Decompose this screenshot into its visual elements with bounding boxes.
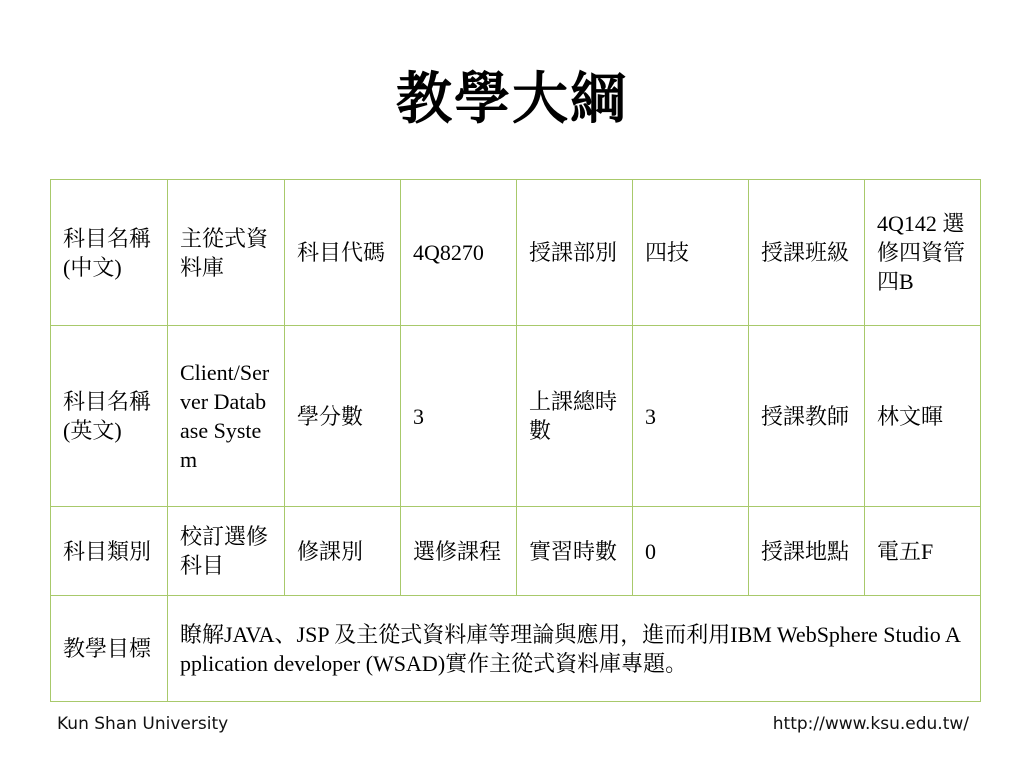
table-row xyxy=(51,326,981,507)
label-location: 授課地點 xyxy=(749,507,865,596)
value-course-name-zh: 主從式資料庫 xyxy=(168,180,285,326)
label-division: 授課部別 xyxy=(517,180,633,326)
label-course-category: 科目類別 xyxy=(51,507,168,596)
table-row xyxy=(51,507,981,596)
label-lab-hours: 實習時數 xyxy=(517,507,633,596)
value-location: 電五F xyxy=(865,507,981,596)
value-course-category: 校訂選修科目 xyxy=(168,507,285,596)
footer-university: Kun Shan University xyxy=(57,714,229,734)
table-row xyxy=(51,180,981,326)
label-total-hours: 上課總時數 xyxy=(517,326,633,507)
value-course-type: 選修課程 xyxy=(401,507,517,596)
label-course-name-en: 科目名稱(英文) xyxy=(51,326,168,507)
value-total-hours: 3 xyxy=(633,326,749,507)
footer-url: http://www.ksu.edu.tw/ xyxy=(772,714,969,734)
label-credits: 學分數 xyxy=(285,326,401,507)
value-division: 四技 xyxy=(633,180,749,326)
label-class: 授課班級 xyxy=(749,180,865,326)
label-course-code: 科目代碼 xyxy=(285,180,401,326)
value-class: 4Q142 選修四資管四B xyxy=(865,180,981,326)
syllabus-table xyxy=(50,179,981,702)
value-objective: 瞭解JAVA、JSP 及主從式資料庫等理論與應用，進而利用IBM WebSphere Studio Application developer (WSAD)實作主從式資料庫專題。 xyxy=(168,596,981,702)
value-course-code: 4Q8270 xyxy=(401,180,517,326)
value-lab-hours: 0 xyxy=(633,507,749,596)
label-instructor: 授課教師 xyxy=(749,326,865,507)
label-objective: 教學目標 xyxy=(51,596,168,702)
value-instructor: 林文暉 xyxy=(865,326,981,507)
value-course-name-en: Client/Server Database System xyxy=(168,326,285,507)
table-row xyxy=(51,596,981,702)
value-credits: 3 xyxy=(401,326,517,507)
label-course-name-zh: 科目名稱(中文) xyxy=(51,180,168,326)
page-title: 教學大綱 xyxy=(396,67,628,132)
label-course-type: 修課別 xyxy=(285,507,401,596)
